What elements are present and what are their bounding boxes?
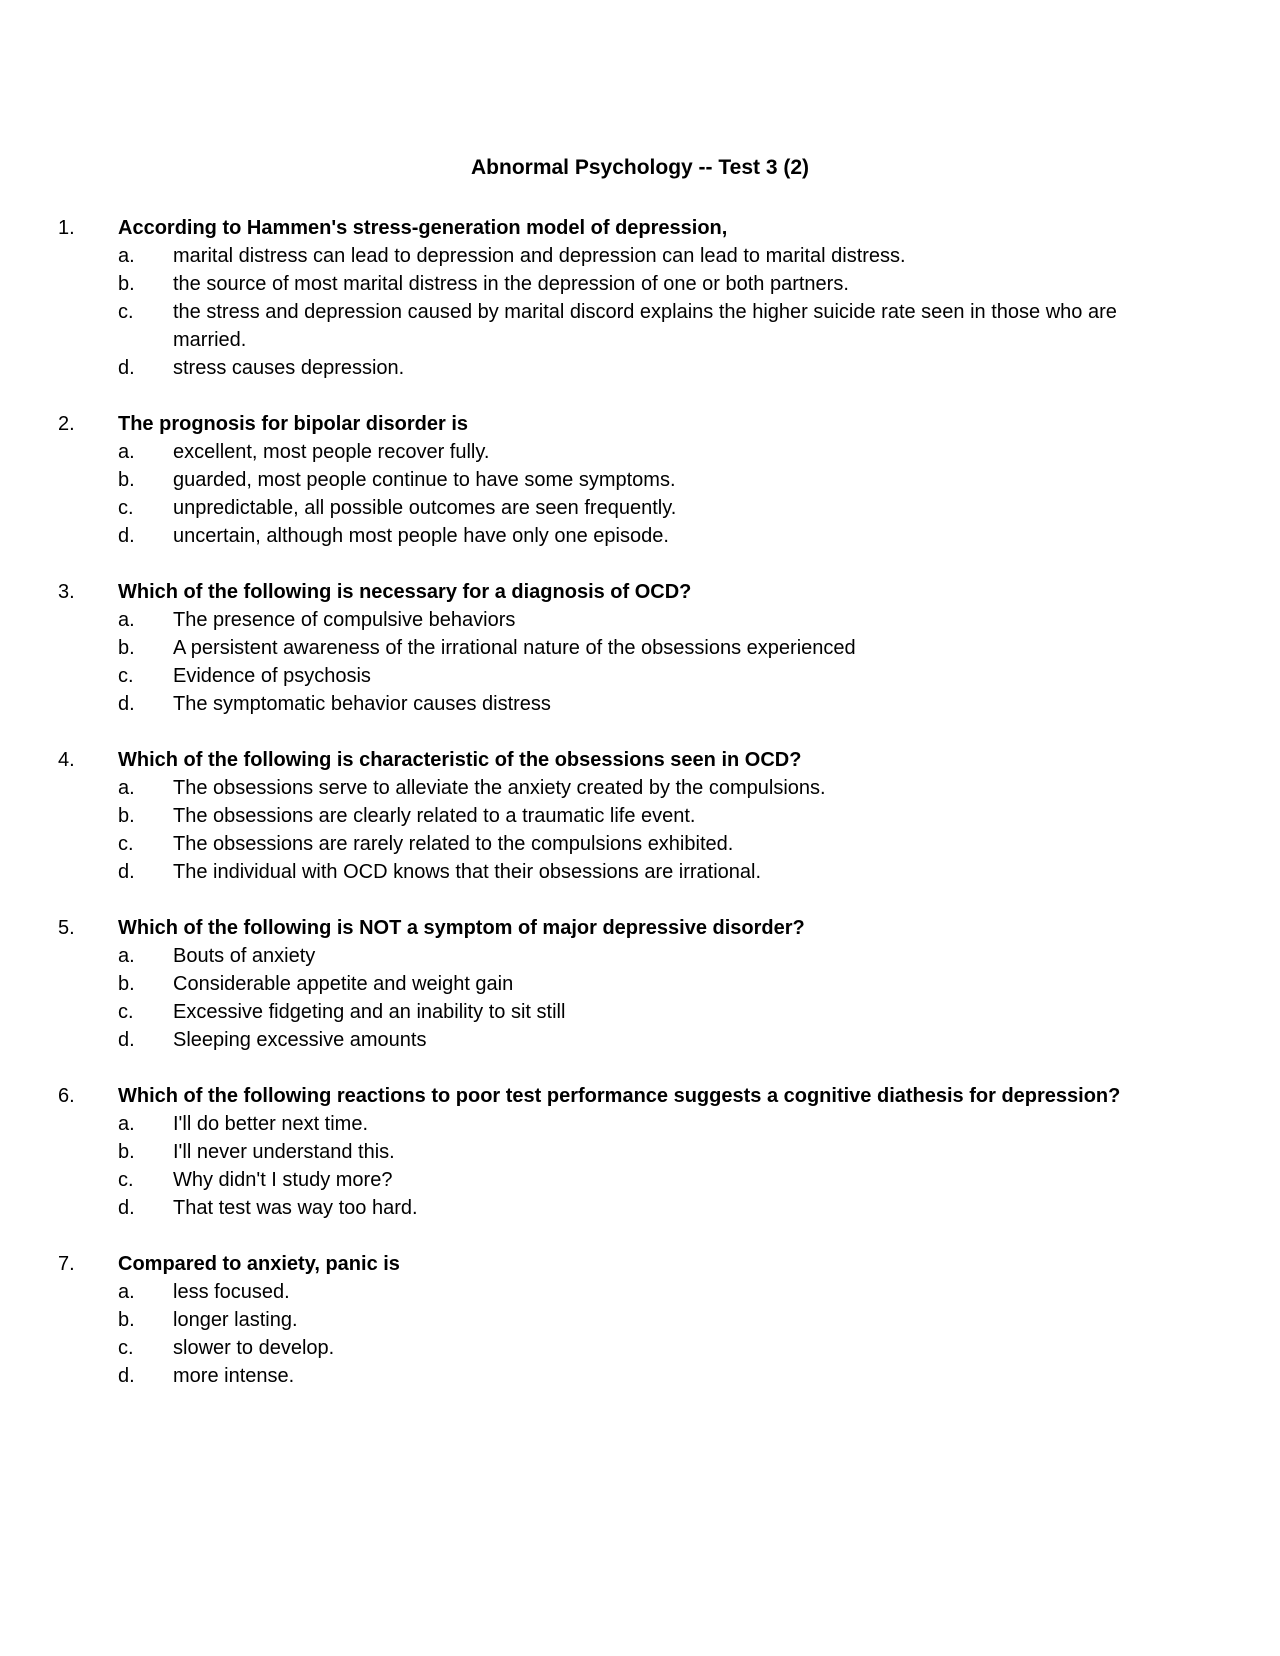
option-letter: d. xyxy=(118,1029,135,1051)
option-d xyxy=(0,858,1280,886)
question-1 xyxy=(0,214,1280,382)
option-b xyxy=(0,1138,1280,1166)
option-text: Bouts of anxiety xyxy=(173,945,316,967)
option-a xyxy=(0,1110,1280,1138)
option-letter: c. xyxy=(118,1169,134,1191)
option-text: guarded, most people continue to have some symptoms. xyxy=(173,469,676,491)
option-text: That test was way too hard. xyxy=(173,1197,418,1219)
option-letter: a. xyxy=(118,609,135,631)
option-text: Why didn't I study more? xyxy=(173,1169,393,1191)
option-text: Sleeping excessive amounts xyxy=(173,1029,427,1051)
option-a xyxy=(0,1278,1280,1306)
option-letter: a. xyxy=(118,1281,135,1303)
option-c xyxy=(0,830,1280,858)
question-2 xyxy=(0,410,1280,550)
option-text: more intense. xyxy=(173,1365,295,1387)
option-d xyxy=(0,1026,1280,1054)
option-letter: b. xyxy=(118,805,135,827)
option-text: the stress and depression caused by marital discord explains the higher suicide rate seen in those who are married. xyxy=(173,301,1117,351)
option-letter: b. xyxy=(118,469,135,491)
option-text: uncertain, although most people have only one episode. xyxy=(173,525,669,547)
option-letter: d. xyxy=(118,525,135,547)
question-number: 6. xyxy=(58,1085,75,1107)
option-text: The obsessions are rarely related to the compulsions exhibited. xyxy=(173,833,734,855)
option-b xyxy=(0,270,1280,298)
option-text: Evidence of psychosis xyxy=(173,665,371,687)
option-d xyxy=(0,690,1280,718)
option-letter: c. xyxy=(118,301,134,323)
option-d xyxy=(0,1362,1280,1390)
option-text: excellent, most people recover fully. xyxy=(173,441,490,463)
question-header xyxy=(0,914,1280,942)
option-text: marital distress can lead to depression and depression can lead to marital distress. xyxy=(173,245,906,267)
option-a xyxy=(0,942,1280,970)
option-c xyxy=(0,1334,1280,1362)
option-letter: a. xyxy=(118,945,135,967)
option-c xyxy=(0,662,1280,690)
option-text: unpredictable, all possible outcomes are seen frequently. xyxy=(173,497,677,519)
option-text: Excessive fidgeting and an inability to sit still xyxy=(173,1001,566,1023)
question-number: 1. xyxy=(58,217,75,239)
option-text: stress causes depression. xyxy=(173,357,405,379)
question-header xyxy=(0,578,1280,606)
option-d xyxy=(0,354,1280,382)
question-text: Which of the following is NOT a symptom of major depressive disorder? xyxy=(118,917,805,939)
option-text: The symptomatic behavior causes distress xyxy=(173,693,551,715)
option-text: I'll never understand this. xyxy=(173,1141,395,1163)
option-letter: b. xyxy=(118,973,135,995)
option-letter: b. xyxy=(118,637,135,659)
option-letter: c. xyxy=(118,1337,134,1359)
option-text: The presence of compulsive behaviors xyxy=(173,609,516,631)
question-list xyxy=(0,214,1280,1418)
option-a xyxy=(0,438,1280,466)
option-letter: d. xyxy=(118,1365,135,1387)
option-d xyxy=(0,1194,1280,1222)
option-letter: d. xyxy=(118,693,135,715)
question-header xyxy=(0,1250,1280,1278)
question-header xyxy=(0,410,1280,438)
option-text: The obsessions serve to alleviate the anxiety created by the compulsions. xyxy=(173,777,826,799)
option-letter: c. xyxy=(118,665,134,687)
option-text: A persistent awareness of the irrational nature of the obsessions experienced xyxy=(173,637,856,659)
question-text: The prognosis for bipolar disorder is xyxy=(118,413,469,435)
question-number: 5. xyxy=(58,917,75,939)
option-letter: a. xyxy=(118,441,135,463)
question-header xyxy=(0,1082,1280,1110)
option-letter: a. xyxy=(118,1113,135,1135)
option-letter: a. xyxy=(118,777,135,799)
option-letter: b. xyxy=(118,1309,135,1331)
option-letter: d. xyxy=(118,1197,135,1219)
question-number: 3. xyxy=(58,581,75,603)
question-text: Which of the following reactions to poor test performance suggests a cognitive diathesis for depression? xyxy=(118,1085,1121,1107)
option-letter: a. xyxy=(118,245,135,267)
option-letter: c. xyxy=(118,833,134,855)
option-c xyxy=(0,998,1280,1026)
option-letter: b. xyxy=(118,273,135,295)
question-text: Which of the following is characteristic of the obsessions seen in OCD? xyxy=(118,749,802,771)
option-text: The obsessions are clearly related to a traumatic life event. xyxy=(173,805,696,827)
option-b xyxy=(0,970,1280,998)
document-title: Abnormal Psychology -- Test 3 (2) xyxy=(471,156,809,179)
option-a xyxy=(0,606,1280,634)
option-c xyxy=(0,298,1280,354)
option-letter: c. xyxy=(118,1001,134,1023)
option-letter: d. xyxy=(118,861,135,883)
question-text: Compared to anxiety, panic is xyxy=(118,1253,400,1275)
option-text: less focused. xyxy=(173,1281,290,1303)
option-letter: b. xyxy=(118,1141,135,1163)
option-text: the source of most marital distress in the depression of one or both partners. xyxy=(173,273,849,295)
option-d xyxy=(0,522,1280,550)
question-number: 7. xyxy=(58,1253,75,1275)
option-text: The individual with OCD knows that their obsessions are irrational. xyxy=(173,861,762,883)
option-c xyxy=(0,494,1280,522)
question-3 xyxy=(0,578,1280,718)
question-number: 4. xyxy=(58,749,75,771)
option-b xyxy=(0,634,1280,662)
option-text: Considerable appetite and weight gain xyxy=(173,973,514,995)
question-header xyxy=(0,214,1280,242)
option-text: slower to develop. xyxy=(173,1337,335,1359)
option-text: I'll do better next time. xyxy=(173,1113,369,1135)
option-letter: c. xyxy=(118,497,134,519)
option-letter: d. xyxy=(118,357,135,379)
question-number: 2. xyxy=(58,413,75,435)
question-4 xyxy=(0,746,1280,886)
option-c xyxy=(0,1166,1280,1194)
option-b xyxy=(0,466,1280,494)
option-b xyxy=(0,802,1280,830)
option-b xyxy=(0,1306,1280,1334)
question-7 xyxy=(0,1250,1280,1390)
option-a xyxy=(0,774,1280,802)
option-a xyxy=(0,242,1280,270)
option-text: longer lasting. xyxy=(173,1309,298,1331)
question-5 xyxy=(0,914,1280,1054)
question-text: According to Hammen's stress-generation model of depression, xyxy=(118,217,728,239)
question-text: Which of the following is necessary for a diagnosis of OCD? xyxy=(118,581,692,603)
question-6 xyxy=(0,1082,1280,1222)
question-header xyxy=(0,746,1280,774)
